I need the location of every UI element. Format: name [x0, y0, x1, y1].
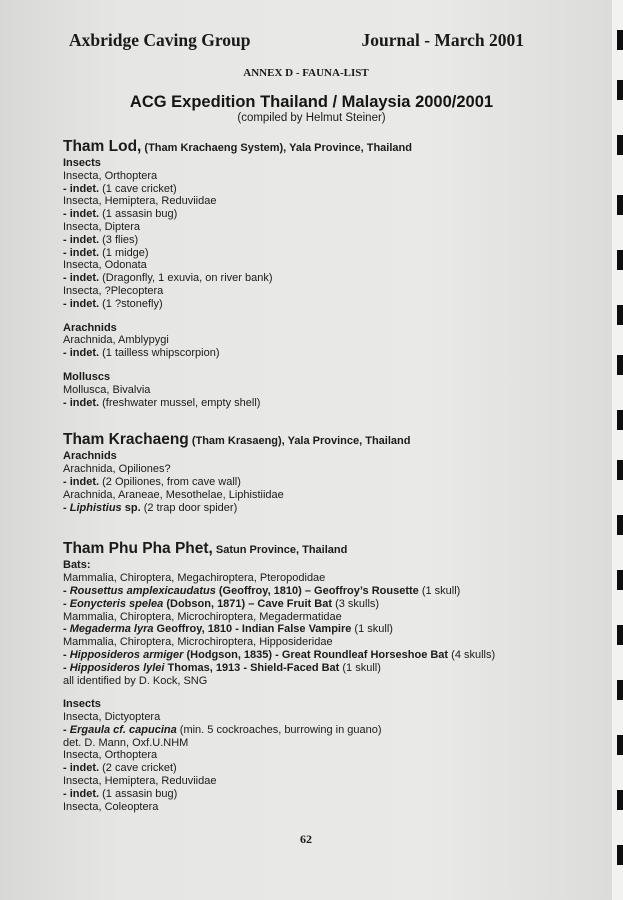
specimen-note: (1 assasin bug) — [99, 787, 178, 800]
binder-tab — [617, 625, 623, 645]
taxon-entry — [63, 502, 533, 515]
entry-marker: - indet. — [63, 297, 100, 310]
taxon-entry — [63, 397, 533, 410]
specimen-note: (Dragonfly, 1 exuvia, on river bank) — [99, 272, 273, 285]
taxon-entry — [63, 195, 533, 208]
taxon-classification: Arachnida, Opiliones? — [63, 463, 171, 476]
entry-marker: - indet. — [63, 787, 100, 800]
cave-name: Tham Krachaeng — [63, 431, 189, 449]
taxon-entry — [63, 611, 533, 624]
taxon-entry — [63, 298, 533, 311]
taxon-classification: Arachnida, Araneae, Mesothelae, Liphistiidae — [63, 488, 284, 501]
taxon-entry — [63, 347, 533, 360]
taxon-classification: Insecta, Dictyoptera — [63, 711, 161, 724]
entry-marker: - indet. — [63, 233, 100, 246]
entry-marker: - indet. — [63, 347, 100, 360]
species-name: Liphistius — [69, 501, 122, 514]
entry-marker: - — [63, 723, 70, 736]
header-journal-date: Journal - March 2001 — [361, 30, 524, 50]
taxon-entry — [63, 170, 533, 183]
binder-tab — [617, 515, 623, 535]
specimen-note: (1 skull) — [339, 661, 381, 674]
taxon-group-heading: Insects — [63, 157, 101, 169]
taxon-entry — [63, 598, 533, 611]
taxon-classification: Insecta, Orthoptera — [63, 749, 158, 762]
entry-marker: - indet. — [63, 272, 100, 285]
taxon-entry — [63, 247, 533, 260]
taxon-classification: Insecta, Hemiptera, Reduviidae — [63, 195, 217, 208]
binder-tab — [617, 250, 623, 270]
species-name: Rousettus amplexicaudatus — [69, 584, 216, 597]
document-title: ACG Expedition Thailand / Malaysia 2000/2001 — [129, 93, 494, 111]
entry-marker: - indet. — [63, 475, 100, 488]
taxon-classification: Insecta, Orthoptera — [63, 169, 158, 182]
taxon-group-heading: Insects — [63, 698, 101, 711]
species-name: Eonycteris spelea — [69, 597, 164, 610]
cave-name: Tham Phu Pha Phet, — [63, 540, 213, 558]
entry-marker: - — [63, 648, 70, 661]
entry-marker: - — [63, 623, 70, 636]
specimen-note: (2 cave cricket) — [99, 762, 177, 775]
specimen-note: (1 ?stonefly) — [99, 297, 163, 310]
cave-name: Tham Lod, — [63, 138, 142, 155]
binder-tab — [617, 195, 623, 215]
taxon-entry — [63, 749, 533, 762]
taxon-entry — [63, 762, 533, 775]
section-title — [63, 431, 533, 450]
specimen-note: (freshwater mussel, empty shell) — [99, 396, 261, 409]
taxon-classification: all identified by D. Kock, SNG — [63, 674, 208, 687]
specimen-note: (2 Opiliones, from cave wall) — [99, 475, 241, 488]
taxon-entry — [63, 259, 533, 272]
entry-marker: - — [63, 661, 70, 674]
annex-heading: ANNEX D - FAUNA-LIST — [243, 67, 369, 79]
page-header — [69, 30, 524, 52]
taxon-classification: Mammalia, Chiroptera, Microchiroptera, Megadermatidae — [63, 610, 342, 623]
taxon-classification: Mammalia, Chiroptera, Microchiroptera, Hipposideridae — [63, 636, 333, 649]
entry-marker: - indet. — [63, 246, 100, 259]
specimen-note: (1 skull) — [351, 623, 393, 636]
taxon-classification: Insecta, Hemiptera, Reduviidae — [63, 775, 217, 788]
taxon-entry — [63, 334, 533, 347]
taxon-entry — [63, 183, 533, 196]
entry-marker: - indet. — [63, 208, 100, 221]
taxon-group-heading: Molluscs — [63, 370, 111, 383]
entry-marker: - indet. — [63, 182, 100, 195]
species-name: Megaderma lyra — [69, 623, 154, 636]
binder-tab — [617, 80, 623, 100]
taxon-entry — [63, 788, 533, 801]
taxon-classification: Insecta, Coleoptera — [63, 800, 159, 813]
specimen-note: (3 flies) — [99, 233, 139, 246]
taxon-classification: Arachnida, Amblypygi — [63, 334, 169, 347]
taxon-group-heading: Bats: — [63, 559, 91, 572]
taxon-classification: Insecta, Diptera — [63, 220, 141, 233]
compiled-by: (compiled by Helmut Steiner) — [237, 112, 386, 124]
specimen-note: (2 trap door spider) — [140, 501, 238, 514]
taxon-entry — [63, 476, 533, 489]
binder-tab — [617, 460, 623, 480]
taxon-classification: Mollusca, Bivalvia — [63, 383, 151, 396]
taxon-entry — [63, 636, 533, 649]
taxon-classification: det. D. Mann, Oxf.U.NHM — [63, 736, 189, 749]
entry-marker: - — [63, 597, 70, 610]
taxon-entry — [63, 801, 533, 814]
taxon-entry — [63, 775, 533, 788]
entry-marker: - indet. — [63, 396, 100, 409]
specimen-note: (1 cave cricket) — [99, 182, 177, 195]
header-group-name: Axbridge Caving Group — [69, 30, 251, 50]
binder-tab — [617, 570, 623, 590]
taxon-classification: Insecta, ?Plecoptera — [63, 284, 164, 297]
taxon-entry — [63, 234, 533, 247]
binder-tab — [617, 135, 623, 155]
taxon-entry — [63, 221, 533, 234]
cave-location: (Tham Krasaeng), Yala Province, Thailand — [188, 435, 411, 448]
section-title — [63, 540, 533, 559]
species-name: Ergaula cf. capucina — [69, 723, 177, 736]
fauna-list — [63, 138, 533, 813]
species-authority: Thomas, 1913 - Shield-Faced Bat — [164, 661, 340, 674]
taxon-group-heading: Arachnids — [63, 321, 117, 334]
taxon-entry — [63, 208, 533, 221]
taxon-entry — [63, 384, 533, 397]
taxon-entry — [63, 572, 533, 585]
specimen-note: (1 midge) — [99, 246, 149, 259]
species-authority: (Geoffroy, 1810) – Geoffroy’s Rousette — [215, 584, 419, 597]
taxon-entry — [63, 463, 533, 476]
species-name: Hipposideros lylei — [69, 661, 165, 674]
section-title — [63, 138, 533, 157]
specimen-note: (1 tailless whipscorpion) — [99, 347, 220, 360]
entry-marker: - — [63, 501, 70, 514]
specimen-note: (1 assasin bug) — [99, 208, 178, 221]
species-authority: sp. — [121, 501, 141, 514]
taxon-entry — [63, 649, 533, 662]
species-authority: (Dobson, 1871) – Cave Fruit Bat — [163, 597, 333, 610]
binder-tab — [617, 680, 623, 700]
entry-marker: - indet. — [63, 762, 100, 775]
binder-tab — [617, 410, 623, 430]
entry-marker: - — [63, 584, 70, 597]
taxon-entry — [63, 737, 533, 750]
specimen-note: (min. 5 cockroaches, burrowing in guano) — [176, 723, 382, 736]
taxon-classification: Insecta, Odonata — [63, 259, 147, 272]
binder-tab — [617, 355, 623, 375]
specimen-note: (1 skull) — [418, 584, 461, 597]
binder-tab — [617, 735, 623, 755]
binder-tab — [617, 790, 623, 810]
taxon-entry — [63, 489, 533, 502]
species-name: Hipposideros armiger — [69, 648, 184, 661]
specimen-note: (4 skulls) — [448, 648, 496, 661]
species-authority: (Hodgson, 1835) - Great Roundleaf Horseshoe Bat — [183, 648, 449, 661]
cave-location: Satun Province, Thailand — [212, 544, 348, 557]
taxon-entry — [63, 724, 533, 737]
taxon-entry — [63, 623, 533, 636]
taxon-entry — [63, 585, 533, 598]
binder-tab — [617, 845, 623, 865]
taxon-entry — [63, 662, 533, 675]
taxon-entry — [63, 285, 533, 298]
taxon-classification: Mammalia, Chiroptera, Megachiroptera, Pteropodidae — [63, 572, 326, 585]
page-number: 62 — [300, 832, 312, 846]
binder-tab — [617, 30, 623, 50]
taxon-entry — [63, 675, 533, 688]
taxon-entry — [63, 272, 533, 285]
taxon-group-heading: Arachnids — [63, 450, 117, 463]
binder-tab — [617, 305, 623, 325]
specimen-note: (3 skulls) — [332, 597, 380, 610]
cave-location: (Tham Krachaeng System), Yala Province, Thailand — [141, 142, 412, 154]
taxon-entry — [63, 711, 533, 724]
species-authority: Geoffroy, 1810 - Indian False Vampire — [153, 623, 352, 636]
